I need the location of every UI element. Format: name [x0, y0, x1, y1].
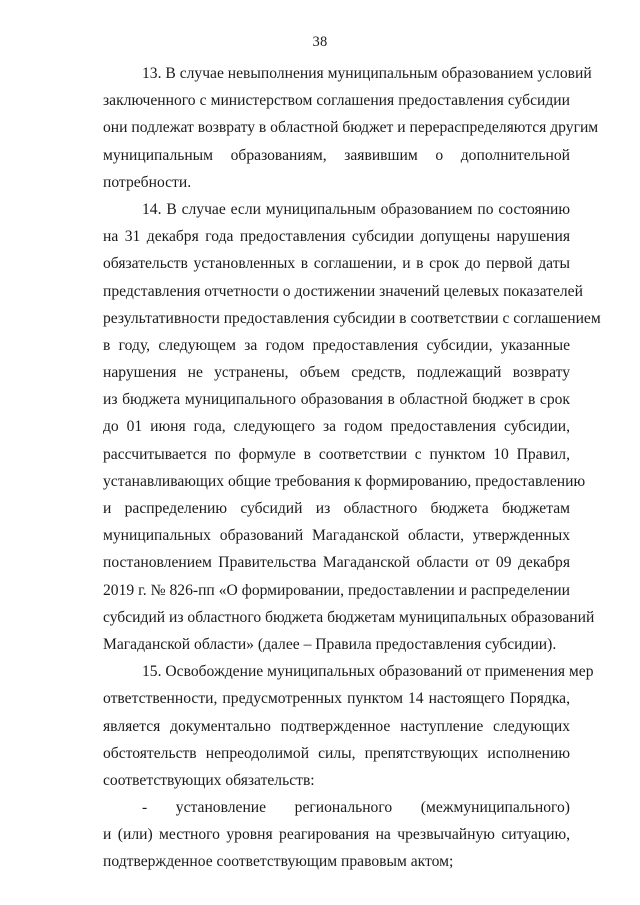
text-line: обстоятельств непреодолимой силы, препятствующих исполнению: [103, 744, 570, 762]
text-line: и (или) местного уровня реагирования на чрезвычайную ситуацию,: [103, 826, 570, 844]
paragraph-13: [103, 60, 599, 196]
text-line: постановлением Правительства Магаданской области от 09 декабря: [103, 554, 570, 572]
text-line: заключенного с министерством соглашения предоставления субсидии: [103, 92, 570, 110]
text-line: они подлежат возврату в областной бюджет и перераспределяются другим: [103, 119, 599, 137]
document-body: [103, 60, 601, 876]
text-line: рассчитывается по формуле в соответствии с пунктом 10 Правил,: [103, 445, 570, 463]
text-line: 15. Освобождение муниципальных образований от применения мер: [142, 663, 594, 681]
text-line: муниципальным образованиям, заявившим о дополнительной: [103, 146, 570, 164]
text-line: ответственности, предусмотренных пунктом 14 настоящего Порядка,: [103, 690, 570, 708]
text-line: в году, следующем за годом предоставления субсидии, указанные: [103, 336, 570, 354]
text-line: соответствующих обязательств:: [103, 771, 315, 789]
text-line: и распределению субсидий из областного бюджета бюджетам: [103, 500, 570, 517]
paragraph-15: [103, 658, 594, 794]
text-line: 2019 г. № 826-пп «О формировании, предоставлении и распределении: [103, 581, 570, 599]
text-line: результативности предоставления субсидии в соответствии с соглашением: [103, 309, 601, 327]
text-line: потребности.: [103, 173, 192, 191]
text-line: Магаданской области» (далее – Правила предоставления субсидии).: [103, 635, 557, 653]
text-line: устанавливающих общие требования к формированию, предоставлению: [103, 472, 586, 490]
text-line: нарушения не устранены, объем средств, подлежащий возврату: [103, 364, 570, 382]
text-line: муниципальных образований Магаданской области, утвержденных: [103, 527, 570, 545]
text-line: 14. В случае если муниципальным образованием по состоянию: [142, 200, 570, 218]
list-item: [103, 794, 570, 876]
text-line: субсидий из областного бюджета бюджетам муниципальных образований: [103, 608, 595, 626]
text-line: является документально подтвержденное наступление следующих: [103, 717, 570, 735]
paragraph-14: [103, 196, 601, 658]
text-line: из бюджета муниципального образования в областной бюджет в срок: [103, 391, 570, 409]
text-line: на 31 декабря года предоставления субсидии допущены нарушения: [103, 228, 570, 246]
page-number: 38: [312, 34, 328, 50]
text-line: - установление регионального (межмуниципального): [142, 799, 570, 817]
text-line: представления отчетности о достижении значений целевых показателей: [103, 282, 583, 300]
text-line: до 01 июня года, следующего за годом предоставления субсидии,: [103, 418, 570, 436]
text-line: подтвержденное соответствующим правовым актом;: [103, 853, 454, 871]
text-line: обязательств установленных в соглашении, и в срок до первой даты: [103, 255, 570, 273]
text-line: 13. В случае невыполнения муниципальным образованием условий: [142, 65, 592, 82]
